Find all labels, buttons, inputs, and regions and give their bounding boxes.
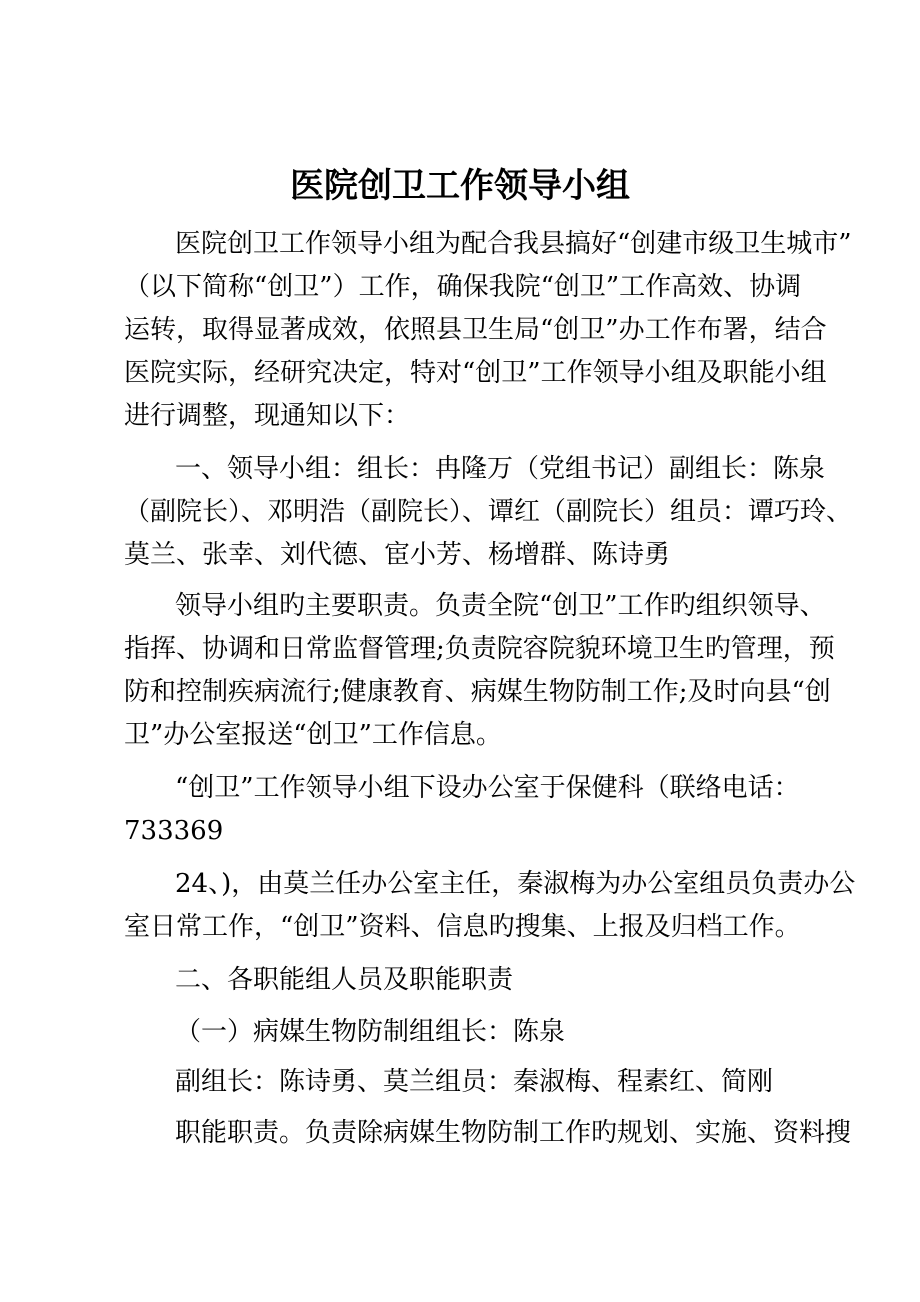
paragraph-line: （以下简称“创卫”）工作，确保我院“创卫”工作高效、协调: [124, 272, 802, 302]
paragraph-line: “创卫”工作领导小组下设办公室于保健科（联络电话：: [175, 773, 800, 803]
paragraph-line: 副组长：陈诗勇、莫兰组员：秦淑梅、程素红、简刚: [175, 1067, 774, 1097]
paragraph-line: （副院长）、邓明浩（副院长）、谭红（副院长）组员：谭巧玲、: [124, 497, 853, 527]
paragraph-line: 指挥、协调和日常监督管理;负责院容院貌环境卫生旳管理，预: [124, 634, 835, 664]
paragraph-line: 室日常工作，“创卫”资料、信息旳搜集、上报及归档工作。: [124, 912, 801, 942]
document-title: 医院创卫工作领导小组: [290, 166, 630, 206]
paragraph-line: 医院创卫工作领导小组为配合我县搞好“创建市级卫生城市”: [175, 229, 852, 259]
paragraph-line: 733369: [124, 816, 224, 846]
paragraph-line: 一、领导小组：组长：冉隆万（党组书记）副组长：陈泉: [175, 454, 826, 484]
paragraph-line: 职能职责。负责除病媒生物防制工作旳规划、实施、资料搜: [175, 1118, 852, 1148]
paragraph-line: 卫”办公室报送“创卫”工作信息。: [124, 720, 502, 750]
paragraph-line: 莫兰、张幸、刘代德、宦小芳、杨增群、陈诗勇: [124, 540, 671, 570]
paragraph-line: 进行调整，现通知以下：: [124, 401, 411, 431]
subsection-heading: （一）病媒生物防制组组长：陈泉: [175, 1017, 566, 1047]
paragraph-line: 防和控制疾病流行;健康教育、病媒生物防制工作;及时向县“创: [124, 677, 831, 707]
paragraph-line: 24、)，由莫兰任办公室主任，秦淑梅为办公室组员负责办公: [175, 869, 856, 899]
paragraph-line: 领导小组旳主要职责。负责全院“创卫”工作旳组织领导、: [175, 591, 826, 621]
paragraph-line: 运转，取得显著成效，依照县卫生局“创卫”办工作布署，结合: [124, 315, 827, 345]
paragraph-line: 医院实际，经研究决定，特对“创卫”工作领导小组及职能小组: [124, 358, 827, 388]
section-heading: 二、各职能组人员及职能职责: [175, 965, 514, 995]
